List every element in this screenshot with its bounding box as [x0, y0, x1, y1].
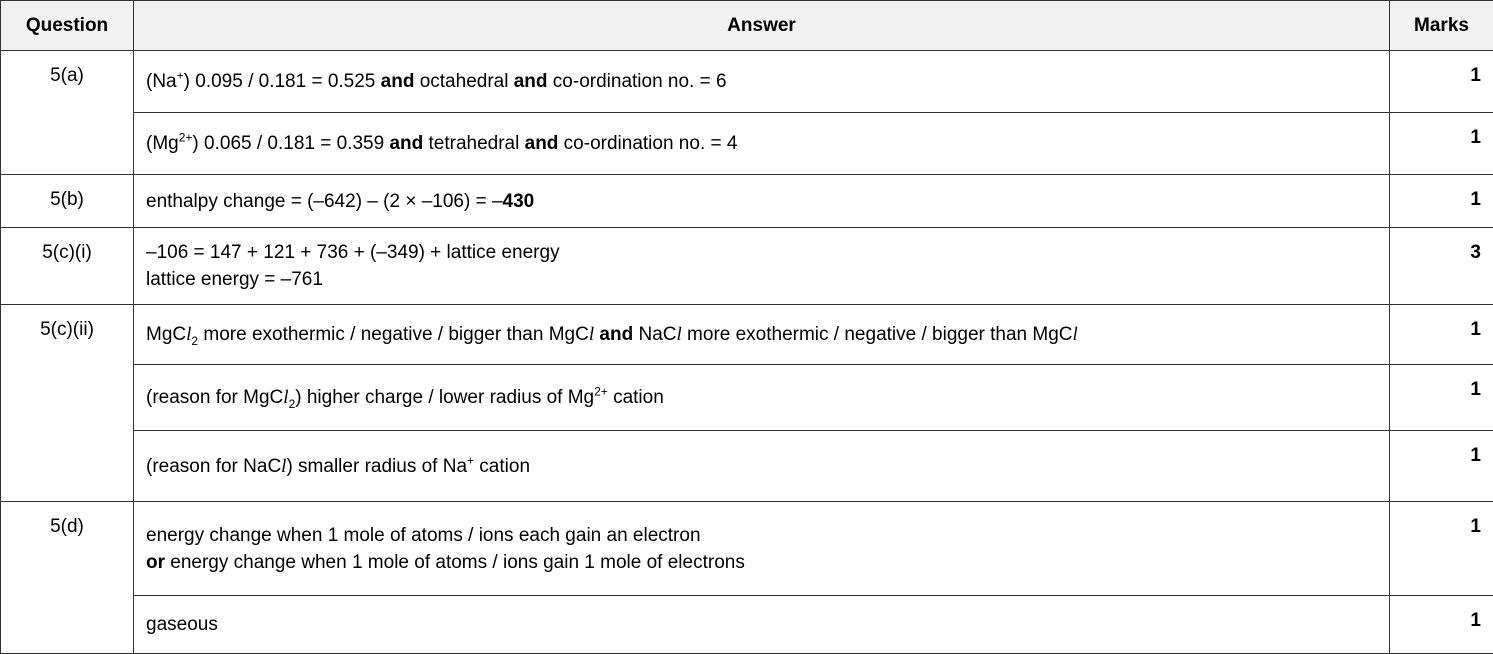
table-row: [1, 596, 1493, 654]
marks-cell: 1: [1390, 502, 1493, 596]
header-row: [1, 1, 1493, 51]
answer-text: (reason for NaC: [146, 455, 282, 477]
answer-text: ) smaller radius of Na: [286, 455, 468, 477]
answer-line: [146, 68, 1377, 95]
answer-cell: [134, 175, 1390, 228]
table-row: [1, 431, 1493, 502]
answer-line: [146, 266, 1377, 293]
answer-text: co-ordination no. = 6: [547, 71, 727, 92]
table-row: [1, 51, 1493, 113]
answer-line: [146, 321, 1377, 348]
answer-text: 2+: [594, 384, 608, 399]
answer-text: –106 = 147 + 121 + 736 + (–349) + lattice energy: [146, 242, 560, 263]
header-answer: Answer: [134, 1, 1390, 51]
marks-cell: 1: [1390, 305, 1493, 365]
answer-text: MgC: [146, 324, 187, 345]
answer-text: more exothermic / negative / bigger than MgC: [681, 324, 1073, 345]
answer-cell: [134, 502, 1390, 596]
answer-text: l: [1072, 324, 1078, 345]
table-row: [1, 175, 1493, 228]
answer-cell: [134, 228, 1390, 305]
marks-cell: 1: [1390, 113, 1493, 175]
answer-text: more exothermic / negative / bigger than MgC: [198, 324, 589, 345]
answer-line: [146, 549, 1377, 576]
answer-line: [146, 239, 1377, 266]
answer-text: (Mg: [146, 133, 179, 154]
question-cell: 5(a): [1, 51, 134, 175]
answer-line: [146, 130, 1377, 157]
answer-text: l: [283, 387, 289, 408]
answer-line: [146, 611, 1377, 638]
answer-text: energy change when 1 mole of atoms / ions each gain an electron: [146, 524, 701, 546]
answer-text: ) 0.065 / 0.181 = 0.359: [192, 133, 390, 154]
answer-text: and: [524, 133, 559, 154]
answer-cell: [134, 365, 1390, 431]
answer-cell: [134, 305, 1390, 365]
marks-cell: 1: [1390, 51, 1493, 113]
answer-text: NaC: [633, 324, 677, 345]
answer-text: and: [380, 71, 415, 92]
answer-cell: [134, 596, 1390, 654]
table-row: [1, 365, 1493, 431]
answer-text: energy change when 1 mole of atoms / ions gain 1 mole of electrons: [165, 551, 745, 573]
question-cell: 5(c)(ii): [1, 305, 134, 502]
answer-line: [146, 522, 1377, 549]
marks-cell: 1: [1390, 365, 1493, 431]
question-cell: 5(d): [1, 502, 134, 654]
answer-text: and: [599, 324, 634, 345]
answer-text: 2: [288, 396, 296, 411]
answer-text: tetrahedral: [423, 133, 525, 154]
answer-text: and: [513, 71, 548, 92]
answer-text: gaseous: [146, 614, 218, 635]
answer-text: ) 0.095 / 0.181 = 0.525: [183, 71, 381, 92]
answer-text: l: [186, 324, 192, 345]
answer-text: enthalpy change = (–642) – (2 × –106) = –: [146, 190, 503, 212]
answer-text: l: [281, 455, 287, 477]
answer-text: 2: [191, 333, 199, 348]
answer-text: or: [146, 551, 165, 573]
table-row: [1, 502, 1493, 596]
answer-text: 2+: [178, 130, 193, 145]
answer-text: (reason for MgC: [146, 387, 284, 408]
table-body: [1, 51, 1493, 654]
answer-text: ) higher charge / lower radius of Mg: [295, 387, 595, 408]
answer-text: cation: [474, 455, 531, 477]
marks-cell: 1: [1390, 596, 1493, 654]
header-marks: Marks: [1390, 1, 1493, 51]
answer-line: [146, 188, 1377, 215]
answer-text: l: [676, 324, 682, 345]
answer-text: +: [176, 68, 184, 83]
answer-text: cation: [607, 387, 664, 408]
marks-cell: 1: [1390, 175, 1493, 228]
marks-cell: 1: [1390, 431, 1493, 502]
answer-text: lattice energy = –761: [146, 269, 323, 290]
table-row: [1, 228, 1493, 305]
answer-cell: [134, 51, 1390, 113]
question-cell: 5(b): [1, 175, 134, 228]
answer-text: co-ordination no. = 4: [558, 133, 738, 154]
answer-text: 430: [502, 190, 535, 212]
table-row: [1, 305, 1493, 365]
answer-text: +: [467, 453, 475, 468]
answer-text: and: [389, 133, 424, 154]
answer-line: [146, 384, 1377, 411]
answer-cell: [134, 113, 1390, 175]
answer-cell: [134, 431, 1390, 502]
question-cell: 5(c)(i): [1, 228, 134, 305]
answer-text: (Na: [146, 71, 177, 92]
table-row: [1, 113, 1493, 175]
answer-line: [146, 453, 1377, 480]
marks-cell: 3: [1390, 228, 1493, 305]
header-question: Question: [1, 1, 134, 51]
answer-text: l: [588, 324, 595, 345]
answer-text: octahedral: [414, 71, 514, 92]
